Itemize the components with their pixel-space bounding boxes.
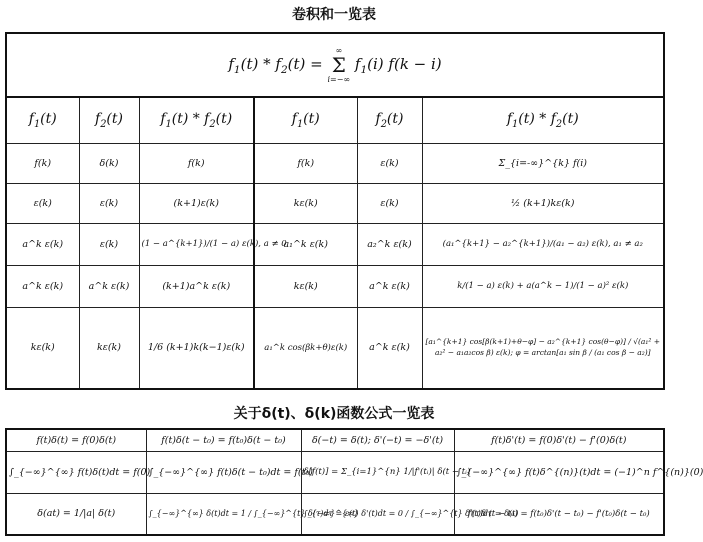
header-result-right: $f_1(t) * f_2(t)$ — [422, 97, 664, 143]
conv-cell: (k+1)ε(k) — [139, 183, 254, 223]
conv-cell: (k+1)a^k ε(k) — [139, 265, 254, 307]
conv-cell: a₁^k ε(k) — [254, 223, 357, 265]
conv-cell: a^k ε(k) — [6, 265, 79, 307]
delta-cell: ∫_{−∞}^{∞} f(t)δ(t)dt = f(0) — [6, 451, 146, 493]
header-f2-left: $f_2(t)$ — [79, 97, 139, 143]
delta-cell: δ[f(t)] = Σ_{i=1}^{n} 1/|f'(tᵢ)| δ(t − tᵢ) — [301, 451, 454, 493]
header-f2-right: $f_2(t)$ — [357, 97, 422, 143]
delta-table-title: 关于δ(t)、δ(k)函数公式一览表 — [233, 406, 435, 422]
conv-cell: ε(k) — [79, 223, 139, 265]
conv-cell: a^k ε(k) — [79, 265, 139, 307]
conv-cell: ε(k) — [6, 183, 79, 223]
conv-cell: Σ_{i=-∞}^{k} f(i) — [422, 143, 664, 183]
header-f1-right: $f_1(t)$ — [254, 97, 357, 143]
delta-cell: δ(−t) = δ(t); δ'(−t) = −δ'(t) — [301, 429, 454, 451]
conv-cell: f(k) — [254, 143, 357, 183]
conv-cell: δ(k) — [79, 143, 139, 183]
conv-cell: a₁^k cos(βk+θ)ε(k) — [254, 307, 357, 389]
conv-cell: ½ (k+1)kε(k) — [422, 183, 664, 223]
delta-cell: ∫_{−∞}^{∞} f(t)δ^{(n)}(t)dt = (−1)^n f^{(n)}(0) — [454, 451, 664, 493]
conv-cell: a^k ε(k) — [357, 307, 422, 389]
conv-cell: ε(k) — [357, 183, 422, 223]
conv-cell: (1 − a^{k+1})/(1 − a) ε(k), a ≠ 0 — [139, 223, 254, 265]
conv-cell: ε(k) — [357, 143, 422, 183]
delta-cell: ∫_{−∞}^{∞} δ(t)dt = 1 / ∫_{−∞}^{t} δ(τ)dτ = ε(t) — [146, 493, 301, 535]
delta-cell: f(t)δ'(t) = f(0)δ'(t) − f'(0)δ(t) — [454, 429, 664, 451]
conv-cell: ε(k) — [79, 183, 139, 223]
delta-cell: f(t)δ'(t − t₀) = f(t₀)δ'(t − t₀) − f'(t₀)δ(t − t₀) — [454, 493, 664, 535]
conv-cell: (a₁^{k+1} − a₂^{k+1})/(a₁ − a₂) ε(k), a₁ ≠ a₂ — [422, 223, 664, 265]
conv-cell: k/(1 − a) ε(k) + a(a^k − 1)/(1 − a)² ε(k) — [422, 265, 664, 307]
conv-cell: a₂^k ε(k) — [357, 223, 422, 265]
conv-cell: kε(k) — [6, 307, 79, 389]
conv-cell: a^k ε(k) — [357, 265, 422, 307]
convolution-table-title: 卷积和一览表 — [292, 7, 376, 23]
conv-cell: kε(k) — [254, 183, 357, 223]
delta-formula-table — [5, 428, 703, 536]
conv-cell: f(k) — [6, 143, 79, 183]
conv-cell: f(k) — [139, 143, 254, 183]
delta-cell: δ(at) = 1/|a| δ(t) — [6, 493, 146, 535]
header-result-left: $f_1(t) * f_2(t)$ — [139, 97, 254, 143]
delta-cell: f(t)δ(t) = f(0)δ(t) — [6, 429, 146, 451]
header-f1-left: $f_1(t)$ — [6, 97, 79, 143]
delta-cell: ∫_{−∞}^{∞} δ'(t)dt = 0 / ∫_{−∞}^{t} δ'(τ)dτ = δ(t) — [301, 493, 454, 535]
conv-cell: kε(k) — [254, 265, 357, 307]
conv-cell: a^k ε(k) — [6, 223, 79, 265]
conv-cell: [a₁^{k+1} cos[β(k+1)+θ−φ] − a₂^{k+1} cos(θ−φ)] / √(a₁² + a₂² − a₁a₂cos β) ε(k); φ = arctan[a₁ sin β / (a₁ cos β − a₂)] — [422, 307, 664, 389]
conv-cell: 1/6 (k+1)k(k−1)ε(k) — [139, 307, 254, 389]
delta-cell: f(t)δ(t − t₀) = f(t₀)δ(t − t₀) — [146, 429, 301, 451]
convolution-table — [5, 32, 665, 390]
convolution-definition: $f_1(t) * f_2(t)$ = ∞ Σ i=−∞ $f_1(i) f(k - i)$ — [6, 33, 664, 97]
delta-cell: ∫_{−∞}^{∞} f(t)δ(t − t₀)dt = f(t₀) — [146, 451, 301, 493]
conv-cell: kε(k) — [79, 307, 139, 389]
